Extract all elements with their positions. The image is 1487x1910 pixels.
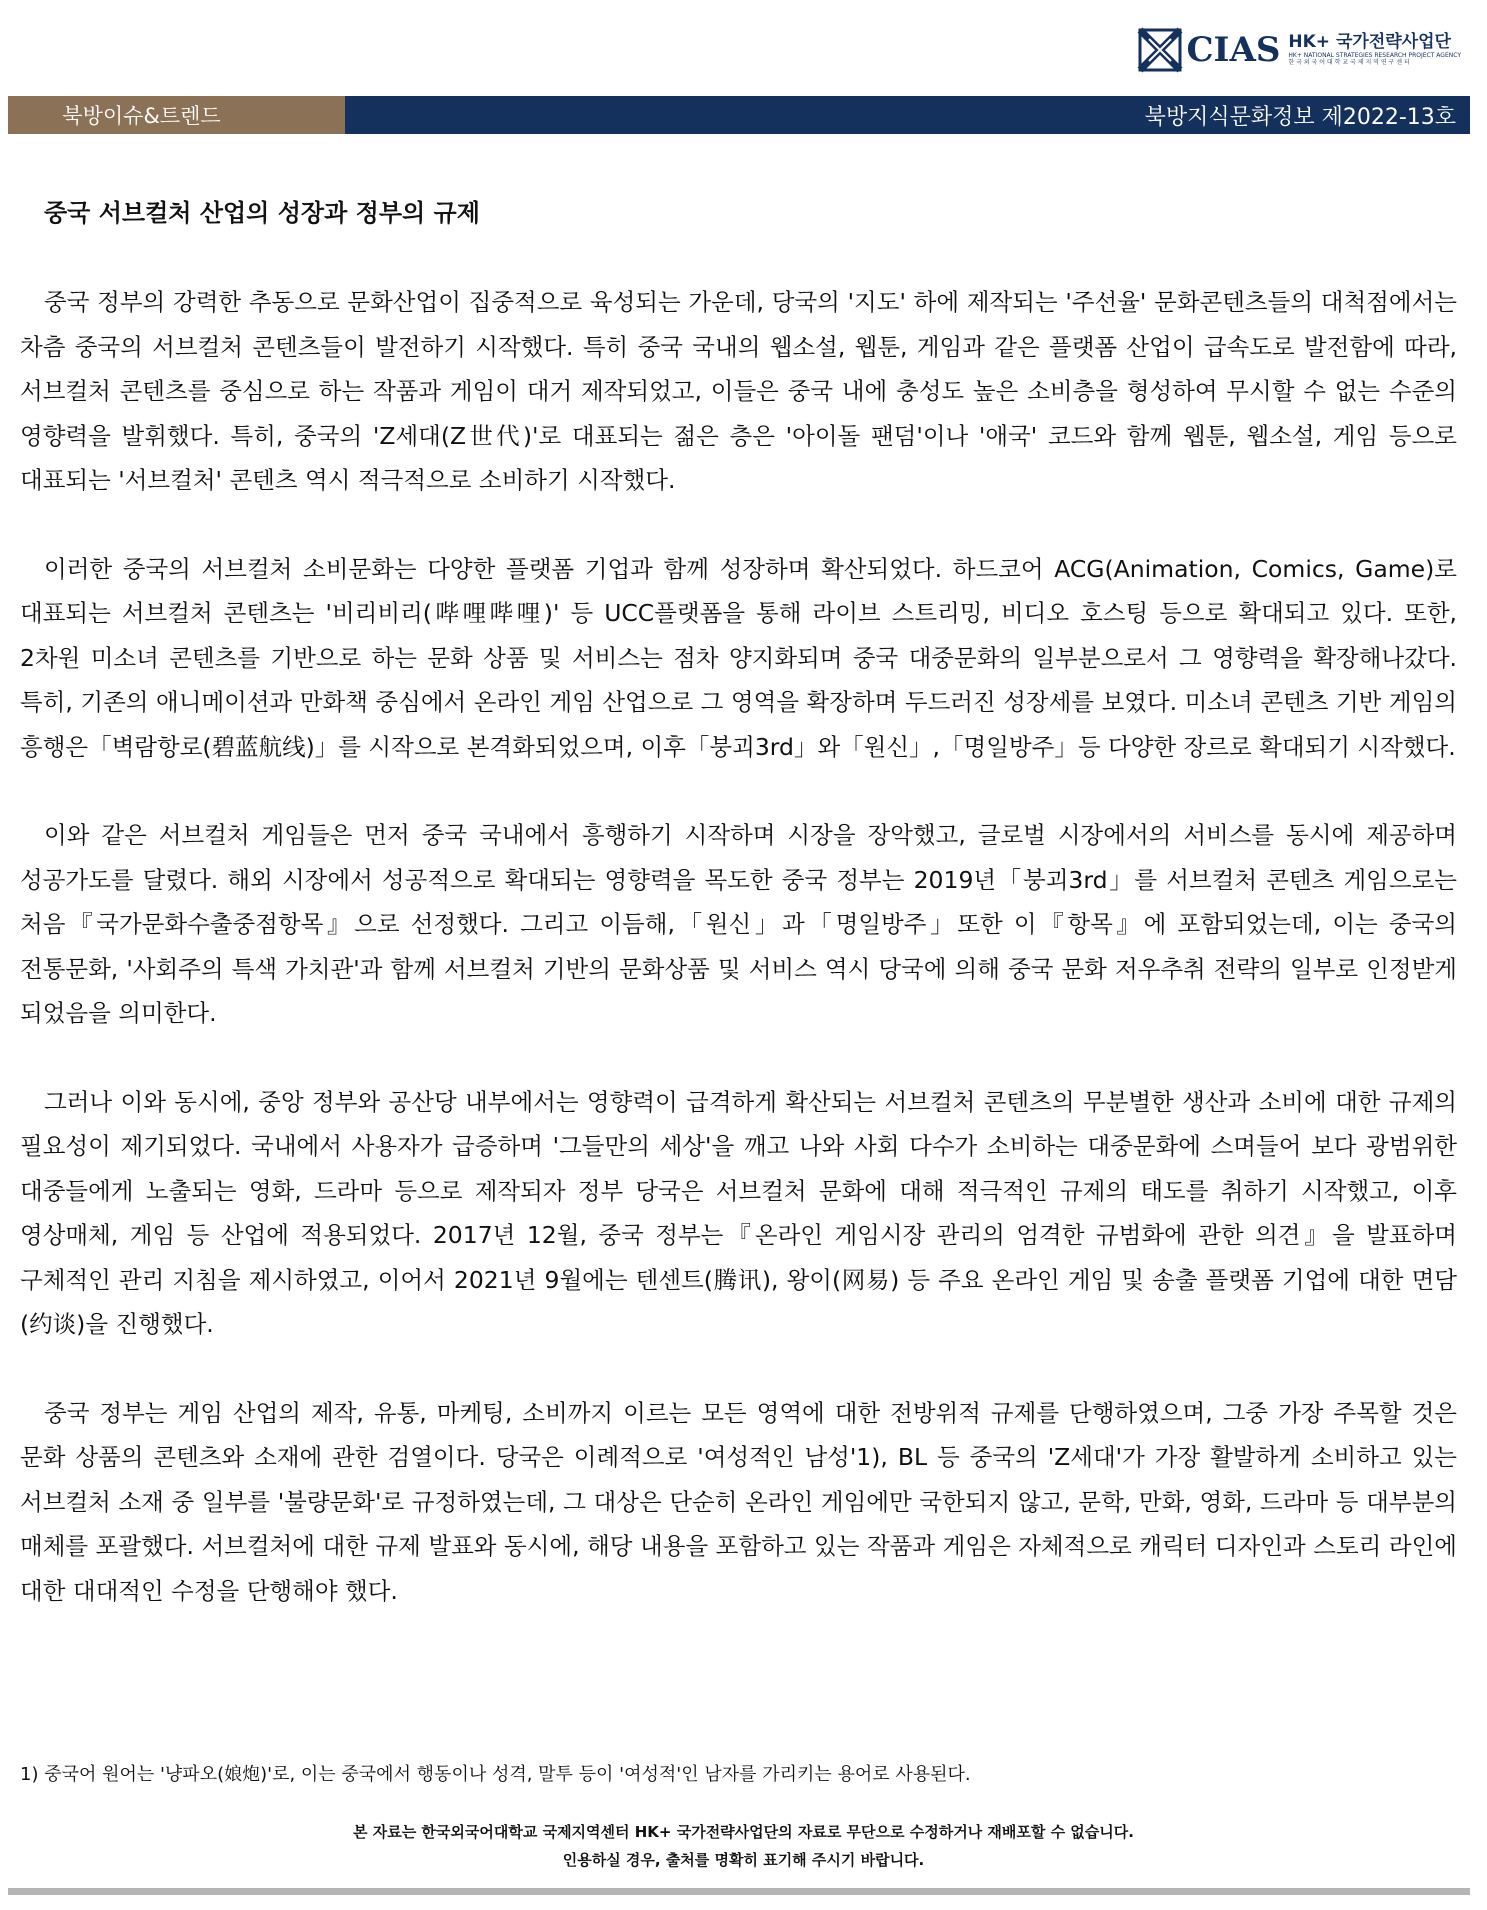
issue-label: 북방지식문화정보 제2022-13호 [345, 96, 1470, 134]
footer-line-2: 인용하실 경우, 출처를 명확히 표기해 주시기 바랍니다. [562, 1851, 925, 1869]
cias-logo [1137, 22, 1462, 78]
paragraph-1: 중국 정부의 강력한 추동으로 문화산업이 집중적으로 육성되는 가운데, 당국의 '지도' 하에 제작되는 '주선율' 문화콘텐츠들의 대척점에서는 차츰 중국의 서브컬처 콘텐츠들이 발전하기 시작했다. 특히 중국 국내의 웹소설, 웹툰, 게임과 같은 플랫폼 산업이 급속도로 발전함에 따라, 서브컬처 콘텐츠를 중심으로 하는 작품과 게임이 대거 제작되었고, 이들은 중국 내에 충성도 높은 소비층을 형성하여 무시할 수 없는 수준의 영향력을 발휘했다. 특히, 중국의 'Z세대(Z世代)'로 대표되는 젊은 층은 '아이돌 팬덤'이나 '애국' 코드와 함께 웹툰, 웹소설, 게임 등으로 대표되는 '서브컬처' 콘텐츠 역시 적극적으로 소비하기 시작했다. [20, 288, 1457, 494]
paragraph-3: 이와 같은 서브컬처 게임들은 먼저 중국 국내에서 흥행하기 시작하며 시장을 장악했고, 글로벌 시장에서의 서비스를 동시에 제공하며 성공가도를 달렸다. 해외 시장에서 성공적으로 확대되는 영향력을 목도한 중국 정부는 2019년「붕괴3rd」를 서브컬처 콘텐츠 게임으로는 처음『국가문화수출중점항목』으로 선정했다. 그리고 이듬해,「원신」과「명일방주」또한 이『항목』에 포함되었는데, 이는 중국의 전통문화, '사회주의 특색 가치관'과 함께 서브컬처 기반의 문화상품 및 서비스 역시 당국에 의해 중국 문화 저우추취 전략의 일부로 인정받게 되었음을 의미한다. [20, 821, 1457, 1027]
paragraph-4: 그러나 이와 동시에, 중앙 정부와 공산당 내부에서는 영향력이 급격하게 확산되는 서브컬처 콘텐츠의 무분별한 생산과 소비에 대한 규제의 필요성이 제기되었다. 국내에서 사용자가 급증하며 '그들만의 세상'을 깨고 나와 사회 다수가 소비하는 대중문화에 스며들어 보다 광범위한 대중들에게 노출되는 영화, 드라마 등으로 제작되자 정부 당국은 서브컬처 문화에 대해 적극적인 규제의 태도를 취하기 시작했고, 이후 영상매체, 게임 등 산업에 적용되었다. 2017년 12월, 중국 정부는『온라인 게임시장 관리의 엄격한 규범화에 관한 의견』을 발표하며 구체적인 관리 지침을 제시하였고, 이어서 2021년 9월에는 텐센트(腾讯), 왕이(网易) 등 주요 온라인 게임 및 송출 플랫폼 기업에 대한 면담(约谈)을 진행했다. [20, 1087, 1457, 1338]
footer-notice [0, 1818, 1487, 1874]
footer-line-1: 본 자료는 한국외국어대학교 국제지역센터 HK+ 국가전략사업단의 자료로 무단으로 수정하거나 재배포할 수 없습니다. [353, 1823, 1134, 1841]
org-sub-english: HK+ NATIONAL STRATEGIES RESEARCH PROJECT AGENCY [1288, 51, 1461, 59]
footer-divider [8, 1888, 1470, 1895]
cias-wordmark: CIAS [1186, 30, 1281, 70]
org-sub-korean: 한 국 외 국 어 대 학 교 국 제 지 역 연 구 센 터 [1288, 59, 1410, 67]
article-body [20, 280, 1457, 1657]
paragraph-2: 이러한 중국의 서브컬처 소비문화는 다양한 플랫폼 기업과 함께 성장하며 확산되었다. 하드코어 ACG(Animation, Comics, Game)로 대표되는 서브컬처 콘텐츠는 '비리비리(哔哩哔哩)' 등 UCC플랫폼을 통해 라이브 스트리밍, 비디오 호스팅 등으로 확대되고 있다. 또한, 2차원 미소녀 콘텐츠를 기반으로 하는 문화 상품 및 서비스는 점차 양지화되며 중국 대중문화의 일부분으로서 그 영향력을 확장해나갔다. 특히, 기존의 애니메이션과 만화책 중심에서 온라인 게임 산업으로 그 영역을 확장하며 두드러진 성장세를 보였다. 미소녀 콘텐츠 기반 게임의 흥행은「벽람항로(碧蓝航线)」를 시작으로 본격화되었으며, 이후「붕괴3rd」와「원신」,「명일방주」등 다양한 장르로 확대되기 시작했다. [20, 554, 1457, 761]
footnote: 1) 중국어 원어는 '냥파오(娘炮)'로, 이는 중국에서 행동이나 성격, 말투 등이 '여성적'인 남자를 가리키는 용어로 사용된다. [20, 1764, 971, 1785]
article-title: 중국 서브컬처 산업의 성장과 정부의 규제 [44, 199, 480, 227]
cias-emblem-icon [1137, 27, 1183, 73]
header-bar [8, 96, 1470, 134]
category-label: 북방이슈&트렌드 [8, 96, 345, 134]
org-name: HK+ 국가전략사업단 [1288, 31, 1451, 52]
logo-text-block [1288, 33, 1461, 67]
paragraph-5: 중국 정부는 게임 산업의 제작, 유통, 마케팅, 소비까지 이르는 모든 영역에 대한 전방위적 규제를 단행하였으며, 그중 가장 주목할 것은 문화 상품의 콘텐츠와 소재에 관한 검열이다. 당국은 이례적으로 '여성적인 남성'1), BL 등 중국의 'Z세대'가 가장 활발하게 소비하고 있는 서브컬처 소재 중 일부를 '불량문화'로 규정하였는데, 그 대상은 단순히 온라인 게임에만 국한되지 않고, 문학, 만화, 영화, 드라마 등 대부분의 매체를 포괄했다. 서브컬처에 대한 규제 발표와 동시에, 해당 내용을 포함하고 있는 작품과 게임은 자체적으로 캐릭터 디자인과 스토리 라인에 대한 대대적인 수정을 단행해야 했다. [20, 1398, 1457, 1605]
